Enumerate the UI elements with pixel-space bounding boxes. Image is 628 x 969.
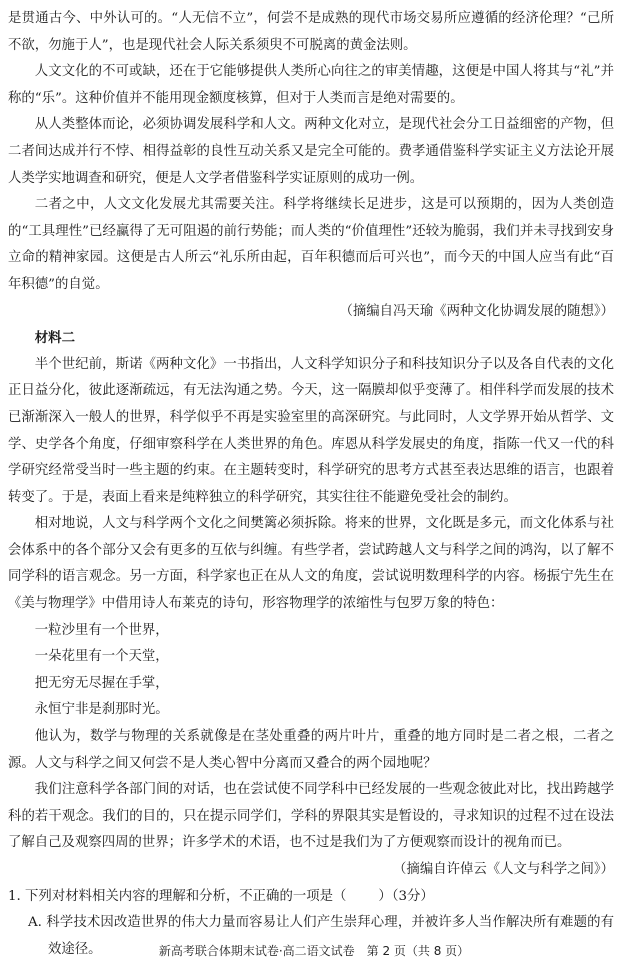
question-text: 1. 下列对材料相关内容的理解和分析，不正确的一项是 [8,888,334,904]
page-footer: 新高考联合体期末试卷·高二语文试卷 第 2 页（共 8 页） [158,944,470,958]
poem-block [8,618,614,724]
question-score: （3分） [391,888,434,904]
passage-paragraph: 是贯通古今、中外认可的。“人无信不立”，何尝不是成熟的现代市场交易所应遵循的经济伦理？“己所不欲，勿施于人”，也是现代社会人际关系须臾不可脱离的黄金法则。 [8,11,614,53]
passage-paragraph: 相对地说，人文与科学两个文化之间樊篱必须拆除。将来的世界，文化既是多元，而文化体系与社会体系中的各个部分又会有更多的互依与纠缠。有些学者，尝试跨越人文与科学之间的鸿沟，以了解不同学科的语言观念。另一方面，科学家也正在从人文的角度，尝试说明数理科学的内容。杨振宁先生在《美与物理学》中借用诗人布莱克的诗句，形容物理学的浓缩性与包罗万象的特色： [8,516,614,612]
source-citation: （摘编自冯天瑜《两种文化协调发展的随想》） [339,303,614,319]
source-citation: （摘编自许倬云《人文与科学之间》） [393,862,614,877]
passage-paragraph: 半个世纪前，斯诺《两种文化》一书指出，人文科学知识分子和科技知识分子以及各自代表的文化正日益分化，彼此逐渐疏远，有无法沟通之势。今天，这一隔膜却似乎变薄了。相伴科学而发展的技术已渐渐深入一般人的世界，科学似乎不再是实验室里的高深研究。与此同时，人文学界开始从哲学、文学、史学各个角度，仔细审察科学在人类世界的角色。库恩从科学发展史的角度，指陈一代又一代的科学研究经常受当时一些主题的约束。在主题转变时，科学研究的思考方式甚至表达思维的语言，也跟着转变了。于是，表面上看来是纯粹独立的科学研究，其实往往不能避免受社会的制约。 [8,356,614,505]
option-a: A. 科学技术因改造世界的伟大力量而容易让人们产生崇拜心理，并被许多人当作解决所有难题的有效途径。 [28,915,614,957]
poem-line: 一朵花里有一个天堂， [34,649,169,665]
passage-paragraph: 二者之中，人文文化发展尤其需要关注。科学将继续长足进步，这是可以预期的，因为人类创造的“工具理性”已经赢得了无可阻遏的前行势能；而人类的“价值理性”还较为脆弱，我们并未寻找到安身立命的精神家园。这便是古人所云“礼乐所由起，百年积德而后可兴也”，而今天的中国人应当有此“百年积德”的自觉。 [8,197,614,292]
answer-paren-close: ） [378,888,392,904]
passage-paragraph: 他认为，数学与物理的关系就像是在茎处重叠的两片叶片，重叠的地方同时是二者之根，二者之源。人文与科学之间又何尝不是人类心智中分离而又叠合的两个园地呢？ [8,729,614,771]
answer-blank[interactable] [346,884,378,911]
answer-paren-open: （ [333,888,347,904]
poem-line: 永恒宁非是刹那时光。 [34,702,169,718]
question-stem [8,884,614,911]
material-heading: 材料二 [34,330,75,347]
poem-line: 一粒沙里有一个世界， [34,622,169,638]
passage-paragraph: 我们注意科学各部门间的对话，也在尝试使不同学科中已经发展的一些观念彼此对比，找出跨越学科的若干观念。我们的目的，只在提示同学们，学科的界限其实是暂设的，寻求知识的过程不过在设法了解自己及观察四周的世界；许多学术的术语，也不过是我们为了方便观察而设计的视角而已。 [8,782,614,851]
passage-paragraph: 人文文化的不可或缺，还在于它能够提供人类所心向往之的审美情趣，这便是中国人将其与“礼”并称的“乐”。这种价值并不能用现金额度核算，但对于人类而言是绝对需要的。 [8,64,614,106]
passage-paragraph: 从人类整体而论，必须协调发展科学和人文。两种文化对立，是现代社会分工日益细密的产物，但二者间达成并行不悖、相得益彰的良性互动关系又是完全可能的。费孝通借鉴科学实证主义方法论开展人类学实地调查和研究，便是人文学者借鉴科学实证原则的成功一例。 [8,117,614,186]
poem-line: 把无穷无尽握在手掌， [34,675,169,691]
